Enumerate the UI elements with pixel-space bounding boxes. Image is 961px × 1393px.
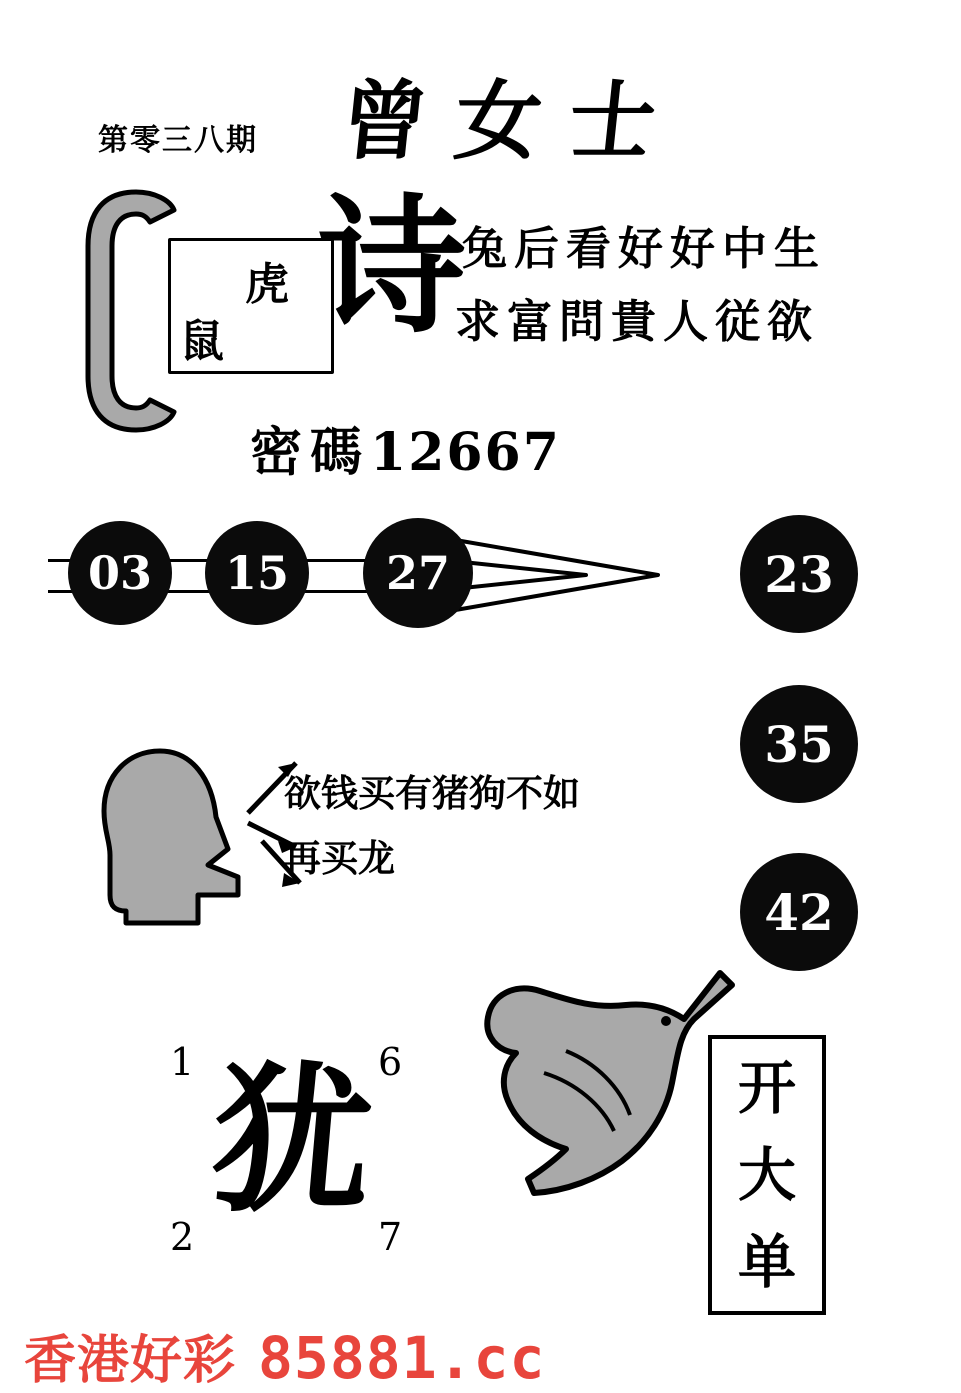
corner-digit-top-left: 1 [170, 1040, 195, 1084]
speaking-head-icon [88, 745, 258, 930]
issue-label: 第零三八期 [98, 123, 258, 158]
speech-line-2: 再买龙 [284, 836, 395, 880]
corner-digit-bottom-right: 7 [378, 1215, 403, 1259]
number-ball: 15 [205, 521, 309, 625]
corner-digit-top-right: 6 [378, 1040, 403, 1084]
number-ball: 23 [740, 515, 858, 633]
poem-line-2: 求富問貴人従欲 [455, 295, 820, 348]
speech-line-1: 欲钱买有猪狗不如 [284, 771, 580, 815]
sign-char-2: 大 [737, 1140, 796, 1209]
sign-char-3: 单 [737, 1227, 796, 1296]
corner-digit-bottom-left: 2 [170, 1215, 195, 1259]
number-ball: 27 [363, 518, 473, 628]
site-url[interactable]: 85881.cc [258, 1324, 546, 1392]
poem-line-1: 兔后看好好中生 [462, 222, 827, 275]
sign-char-1: 开 [737, 1054, 796, 1123]
footer [24, 1318, 545, 1393]
password-line [250, 410, 561, 485]
page-title: 曾女士 [335, 71, 689, 172]
vertical-sign [708, 1035, 826, 1315]
password-label: 密碼 [250, 422, 371, 483]
number-ball: 03 [68, 521, 172, 625]
zodiac-word-rat: 鼠 [180, 316, 224, 367]
site-name: 香港好彩 [24, 1330, 237, 1391]
number-ball: 42 [740, 853, 858, 971]
featured-character: 犹 [203, 1046, 381, 1234]
password-value: 12667 [370, 422, 561, 483]
poem-title-char: 诗 [318, 179, 466, 353]
number-ball: 35 [740, 685, 858, 803]
zodiac-word-tiger: 虎 [245, 259, 289, 310]
